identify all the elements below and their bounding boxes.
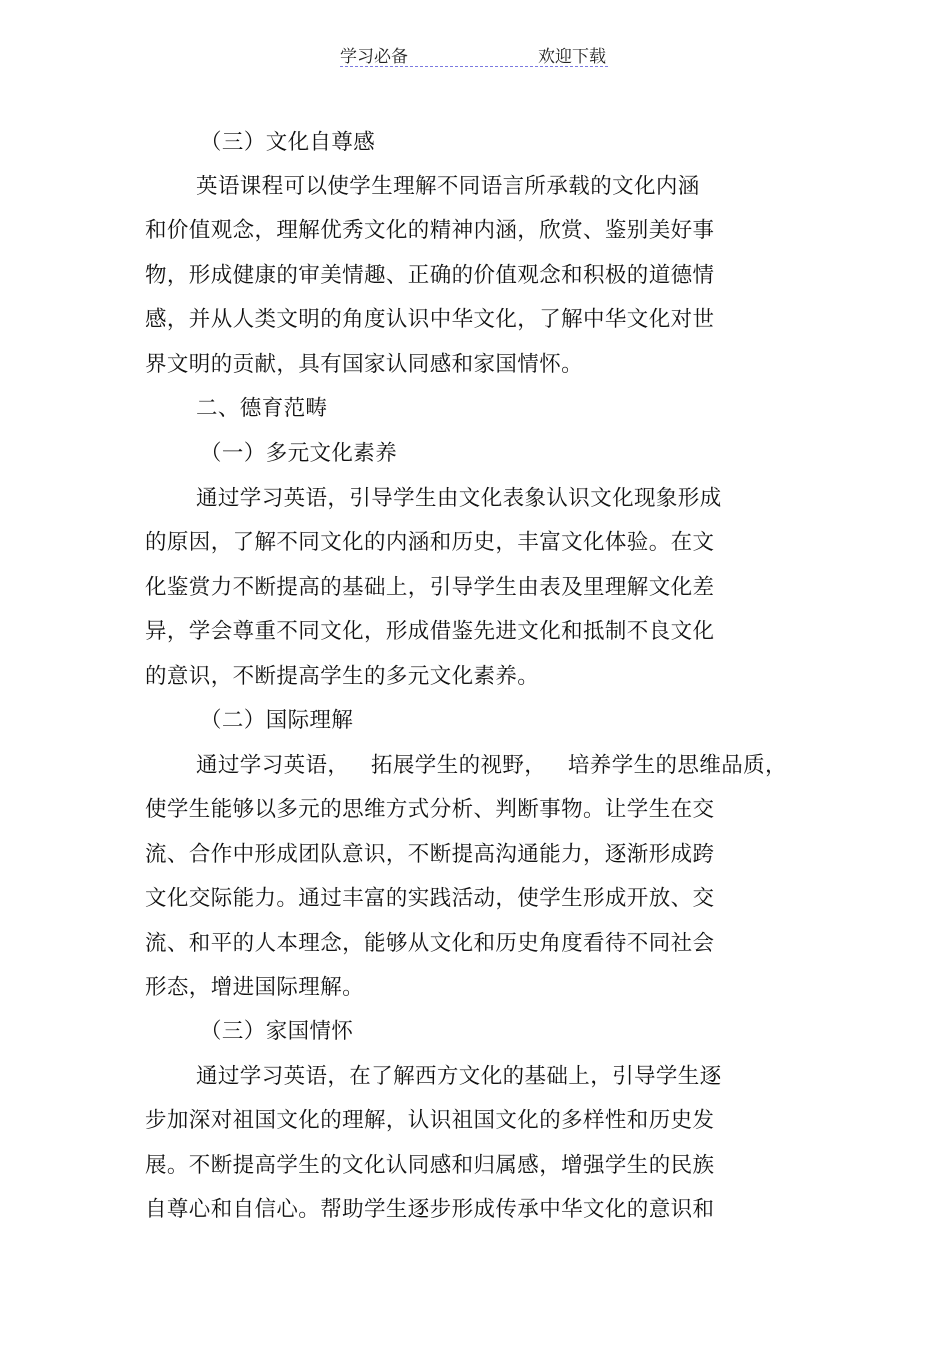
paragraph-line: 通过学习英语， 拓展学生的视野， 培养学生的思维品质，	[196, 753, 787, 778]
header-right-text: 欢迎下载	[538, 47, 606, 67]
paragraph-line: 通过学习英语，在了解西方文化的基础上，引导学生逐	[196, 1064, 722, 1089]
page-header	[340, 40, 608, 67]
paragraph-line: 英语课程可以使学生理解不同语言所承载的文化内涵	[196, 174, 700, 199]
paragraph-line: 流、和平的人本理念，能够从文化和历史角度看待不同社会	[145, 931, 715, 956]
paragraph-line: 形态，增进国际理解。	[145, 975, 365, 1000]
paragraph-line: 感，并从人类文明的角度认识中华文化，了解中华文化对世	[145, 307, 715, 332]
paragraph-line: 流、合作中形成团队意识，不断提高沟通能力，逐渐形成跨	[145, 842, 715, 867]
paragraph-line: 展。不断提高学生的文化认同感和归属感，增强学生的民族	[145, 1153, 715, 1178]
section-heading: （三）家国情怀	[200, 1019, 354, 1044]
paragraph-line: 界文明的贡献，具有国家认同感和家国情怀。	[145, 352, 584, 377]
paragraph-line: 的意识，不断提高学生的多元文化素养。	[145, 664, 540, 689]
paragraph-line: 文化交际能力。通过丰富的实践活动，使学生形成开放、交	[145, 886, 715, 911]
section-heading: （一）多元文化素养	[200, 441, 398, 466]
paragraph-line: 化鉴赏力不断提高的基础上，引导学生由表及里理解文化差	[145, 575, 715, 600]
paragraph-line: 物，形成健康的审美情趣、正确的价值观念和积极的道德情	[145, 263, 715, 288]
paragraph-line: 使学生能够以多元的思维方式分析、判断事物。让学生在交	[145, 797, 715, 822]
chapter-heading: 二、德育范畴	[196, 396, 328, 421]
paragraph-line: 步加深对祖国文化的理解，认识祖国文化的多样性和历史发	[145, 1108, 715, 1133]
paragraph-line: 自尊心和自信心。帮助学生逐步形成传承中华文化的意识和	[145, 1197, 715, 1222]
section-heading: （三）文化自尊感	[200, 130, 376, 155]
paragraph-line: 和价值观念，理解优秀文化的精神内涵，欣赏、鉴别美好事	[145, 218, 715, 243]
paragraph-line: 异，学会尊重不同文化，形成借鉴先进文化和抵制不良文化	[145, 619, 715, 644]
section-heading: （二）国际理解	[200, 708, 354, 733]
paragraph-line: 通过学习英语，引导学生由文化表象认识文化现象形成	[196, 486, 722, 511]
paragraph-line: 的原因，了解不同文化的内涵和历史，丰富文化体验。在文	[145, 530, 715, 555]
header-left-text: 学习必备	[340, 47, 408, 67]
